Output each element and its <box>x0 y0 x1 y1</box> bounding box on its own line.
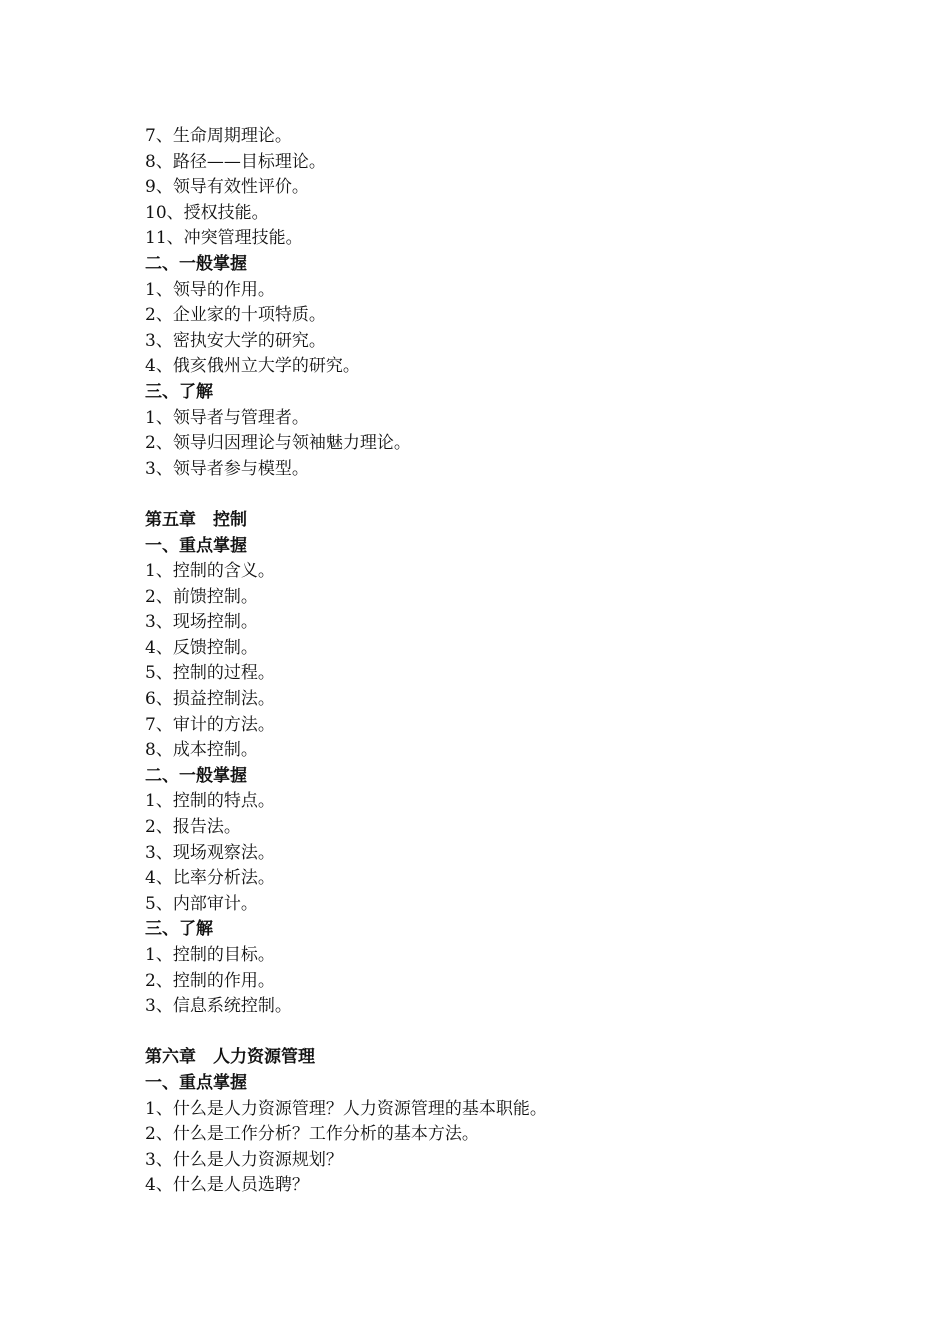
section-heading: 三、了解 <box>145 381 213 402</box>
list-item: 3、领导者参与模型。 <box>145 458 309 479</box>
list-item: 1、控制的特点。 <box>145 791 275 812</box>
list-item: 2、控制的作用。 <box>145 970 275 991</box>
list-item: 2、什么是工作分析？工作分析的基本方法。 <box>145 1124 479 1145</box>
list-item: 3、信息系统控制。 <box>145 996 292 1017</box>
list-item: 9、领导有效性评价。 <box>145 177 309 198</box>
list-item: 1、控制的目标。 <box>145 945 275 965</box>
document-body <box>145 124 845 1199</box>
list-item: 1、控制的含义。 <box>145 561 275 582</box>
chapter-title: 第五章 控制 <box>145 509 247 530</box>
section-spacer <box>145 482 845 508</box>
list-item: 7、生命周期理论。 <box>145 126 292 146</box>
section-heading: 二、一般掌握 <box>145 765 247 786</box>
list-item: 11、冲突管理技能。 <box>145 228 303 249</box>
list-item: 1、什么是人力资源管理？人力资源管理的基本职能。 <box>145 1098 547 1119</box>
section-heading: 一、重点掌握 <box>145 1072 247 1093</box>
list-item: 3、现场控制。 <box>145 612 258 633</box>
section-spacer <box>145 1020 845 1046</box>
list-item: 8、路径——目标理论。 <box>145 151 326 172</box>
list-item: 3、密执安大学的研究。 <box>145 330 326 351</box>
list-item: 2、企业家的十项特质。 <box>145 305 326 326</box>
list-item: 4、比率分析法。 <box>145 868 275 889</box>
list-item: 6、损益控制法。 <box>145 689 275 710</box>
list-item: 7、审计的方法。 <box>145 714 275 735</box>
list-item: 1、领导的作用。 <box>145 279 275 300</box>
chapter-title: 第六章 人力资源管理 <box>145 1047 315 1068</box>
list-item: 2、领导归因理论与领袖魅力理论。 <box>145 433 411 454</box>
list-item: 2、报告法。 <box>145 817 241 838</box>
section-heading: 三、了解 <box>145 919 213 940</box>
list-item: 10、授权技能。 <box>145 202 269 223</box>
list-item: 3、什么是人力资源规划？ <box>145 1149 343 1170</box>
list-item: 5、内部审计。 <box>145 893 258 914</box>
list-item: 4、什么是人员选聘？ <box>145 1175 309 1196</box>
list-item: 5、控制的过程。 <box>145 663 275 684</box>
section-heading: 一、重点掌握 <box>145 535 247 556</box>
list-item: 2、前馈控制。 <box>145 586 258 607</box>
section-heading: 二、一般掌握 <box>145 253 247 274</box>
list-item: 4、反馈控制。 <box>145 637 258 658</box>
list-item: 4、俄亥俄州立大学的研究。 <box>145 356 360 377</box>
list-item: 8、成本控制。 <box>145 740 258 761</box>
list-item: 3、现场观察法。 <box>145 842 275 863</box>
list-item: 1、领导者与管理者。 <box>145 407 309 428</box>
